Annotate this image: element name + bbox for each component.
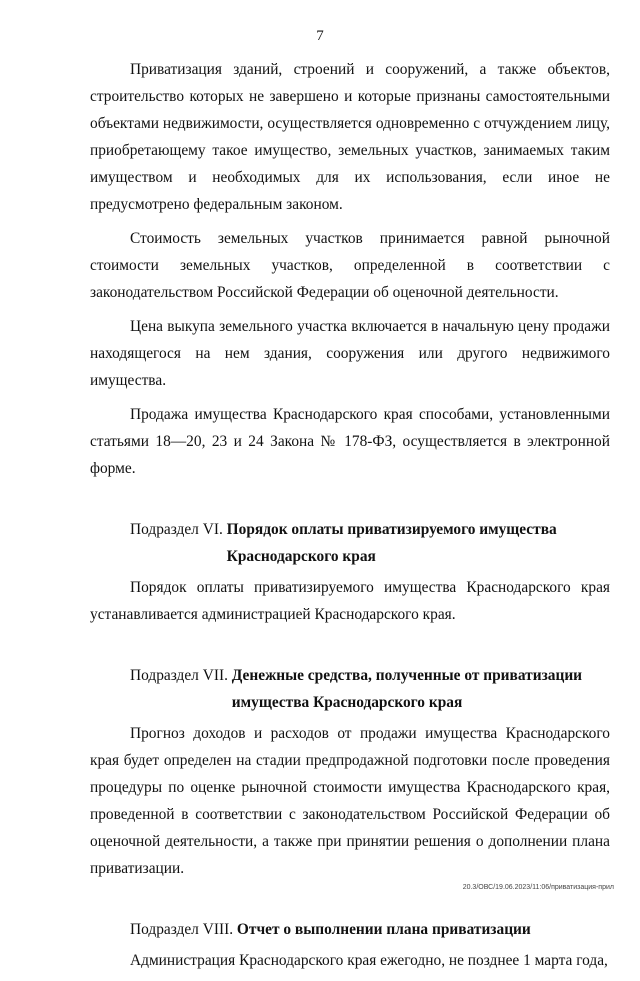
section-heading-vi xyxy=(90,516,610,570)
paragraph-land-value: Стоимость земельных участков принимается равной рыночной стоимости земельных участков, определенной в соответствии с законодательством Российской Федерации об оценочной деятельности. xyxy=(90,230,610,301)
section-label: Подраздел VIII. xyxy=(130,921,237,938)
section-heading-viii xyxy=(90,916,610,943)
section-title: Отчет о выполнении плана приватизации xyxy=(236,921,531,938)
section-label: Подраздел VII. xyxy=(130,667,232,684)
section-title: Порядок оплаты приватизируемого имущества Краснодарского края xyxy=(226,521,557,565)
paragraph-income-forecast: Прогноз доходов и расходов от продажи имущества Краснодарского края будет определен на стадии предпродажной подготовки после проведения процедуры по оценке рыночной стоимости имущества Краснодарского края, проведенной в соответствии с законодательством Российской Федерации об оценочной деятельности, а также при принятии решения о дополнении плана приватизации. xyxy=(90,725,610,877)
page-number: 7 xyxy=(316,28,324,44)
section-label: Подраздел VI. xyxy=(130,521,227,538)
paragraph-land-price: Цена выкупа земельного участка включается в начальную цену продажи находящегося на нем здания, сооружения или другого недвижимого имущества. xyxy=(90,318,610,389)
document-body xyxy=(90,56,610,981)
section-heading-vii xyxy=(90,662,610,716)
paragraph-electronic-sale: Продажа имущества Краснодарского края способами, установленными статьями 18—20, 23 и 24 Закона № 178-ФЗ, осуществляется в электронной форме. xyxy=(90,406,610,477)
paragraph-report: Администрация Краснодарского края ежегодно, не позднее 1 марта года, xyxy=(130,952,608,969)
paragraph-payment-procedure: Порядок оплаты приватизируемого имущества Краснодарского края устанавливается администрацией Краснодарского края. xyxy=(90,579,610,623)
footer-document-code: 20.3/ОВС/19.06.2023/11:06/приватизация-прил xyxy=(462,884,614,891)
paragraph-privatization-buildings: Приватизация зданий, строений и сооружений, а также объектов, строительство которых не завершено и которые признаны самостоятельными объектами недвижимости, осуществляется одновременно с отчуждением лицу, приобретающему такое имущество, земельных участков, занимаемых таким имуществом и необходимых для их использования, если иное не предусмотрено федеральным законом. xyxy=(90,61,610,213)
section-title: Денежные средства, полученные от приватизации имущества Краснодарского края xyxy=(231,667,583,711)
